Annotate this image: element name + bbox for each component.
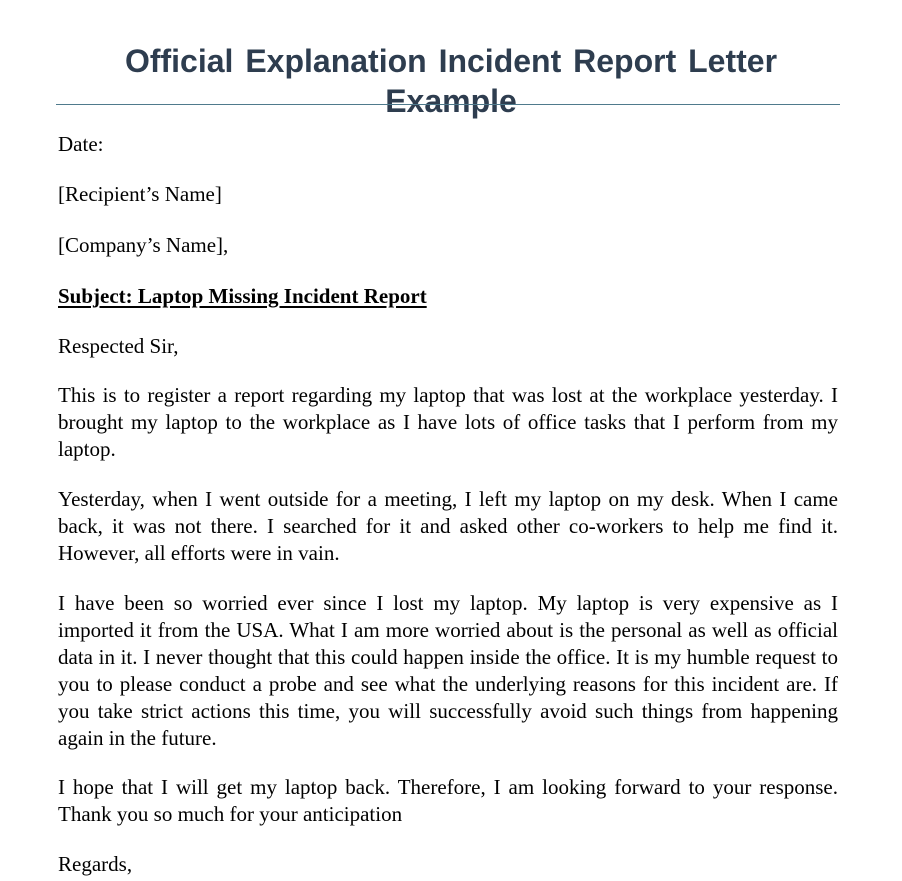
paragraph-3: I have been so worried ever since I lost my laptop. My laptop is very expensive as I imported it from the USA. What I am more worried about is the personal as well as official data in it. I never thought that this could happen inside the office. It is my humble request to you to please conduct a probe and see what the underlying reasons for this incident are. If you take strict actions this time, you will successfully avoid such things from happening again in the future. — [58, 591, 838, 750]
salutation: Respected Sir, — [58, 334, 179, 358]
recipient-name: [Recipient’s Name] — [58, 182, 222, 206]
document-title: Official Explanation Incident Report Letter Example — [124, 43, 778, 120]
date-line: Date: — [58, 132, 104, 156]
paragraph-2: Yesterday, when I went outside for a meeting, I left my laptop on my desk. When I came back, it was not there. I searched for it and asked other co-workers to help me find it. However, all efforts were in vain. — [58, 487, 838, 565]
subject-line — [58, 283, 838, 310]
paragraph-1: This is to register a report regarding my laptop that was lost at the workplace yesterday. I brought my laptop to the workplace as I have lots of office tasks that I perform from my laptop. — [58, 383, 838, 461]
subject-text: Subject: Laptop Missing Incident Report — [58, 284, 427, 308]
title-divider — [56, 104, 840, 105]
paragraph-4: I hope that I will get my laptop back. Therefore, I am looking forward to your response. Thank you so much for your anticipation — [58, 775, 838, 826]
company-name: [Company’s Name], — [58, 233, 229, 257]
closing: Regards, — [58, 852, 133, 876]
